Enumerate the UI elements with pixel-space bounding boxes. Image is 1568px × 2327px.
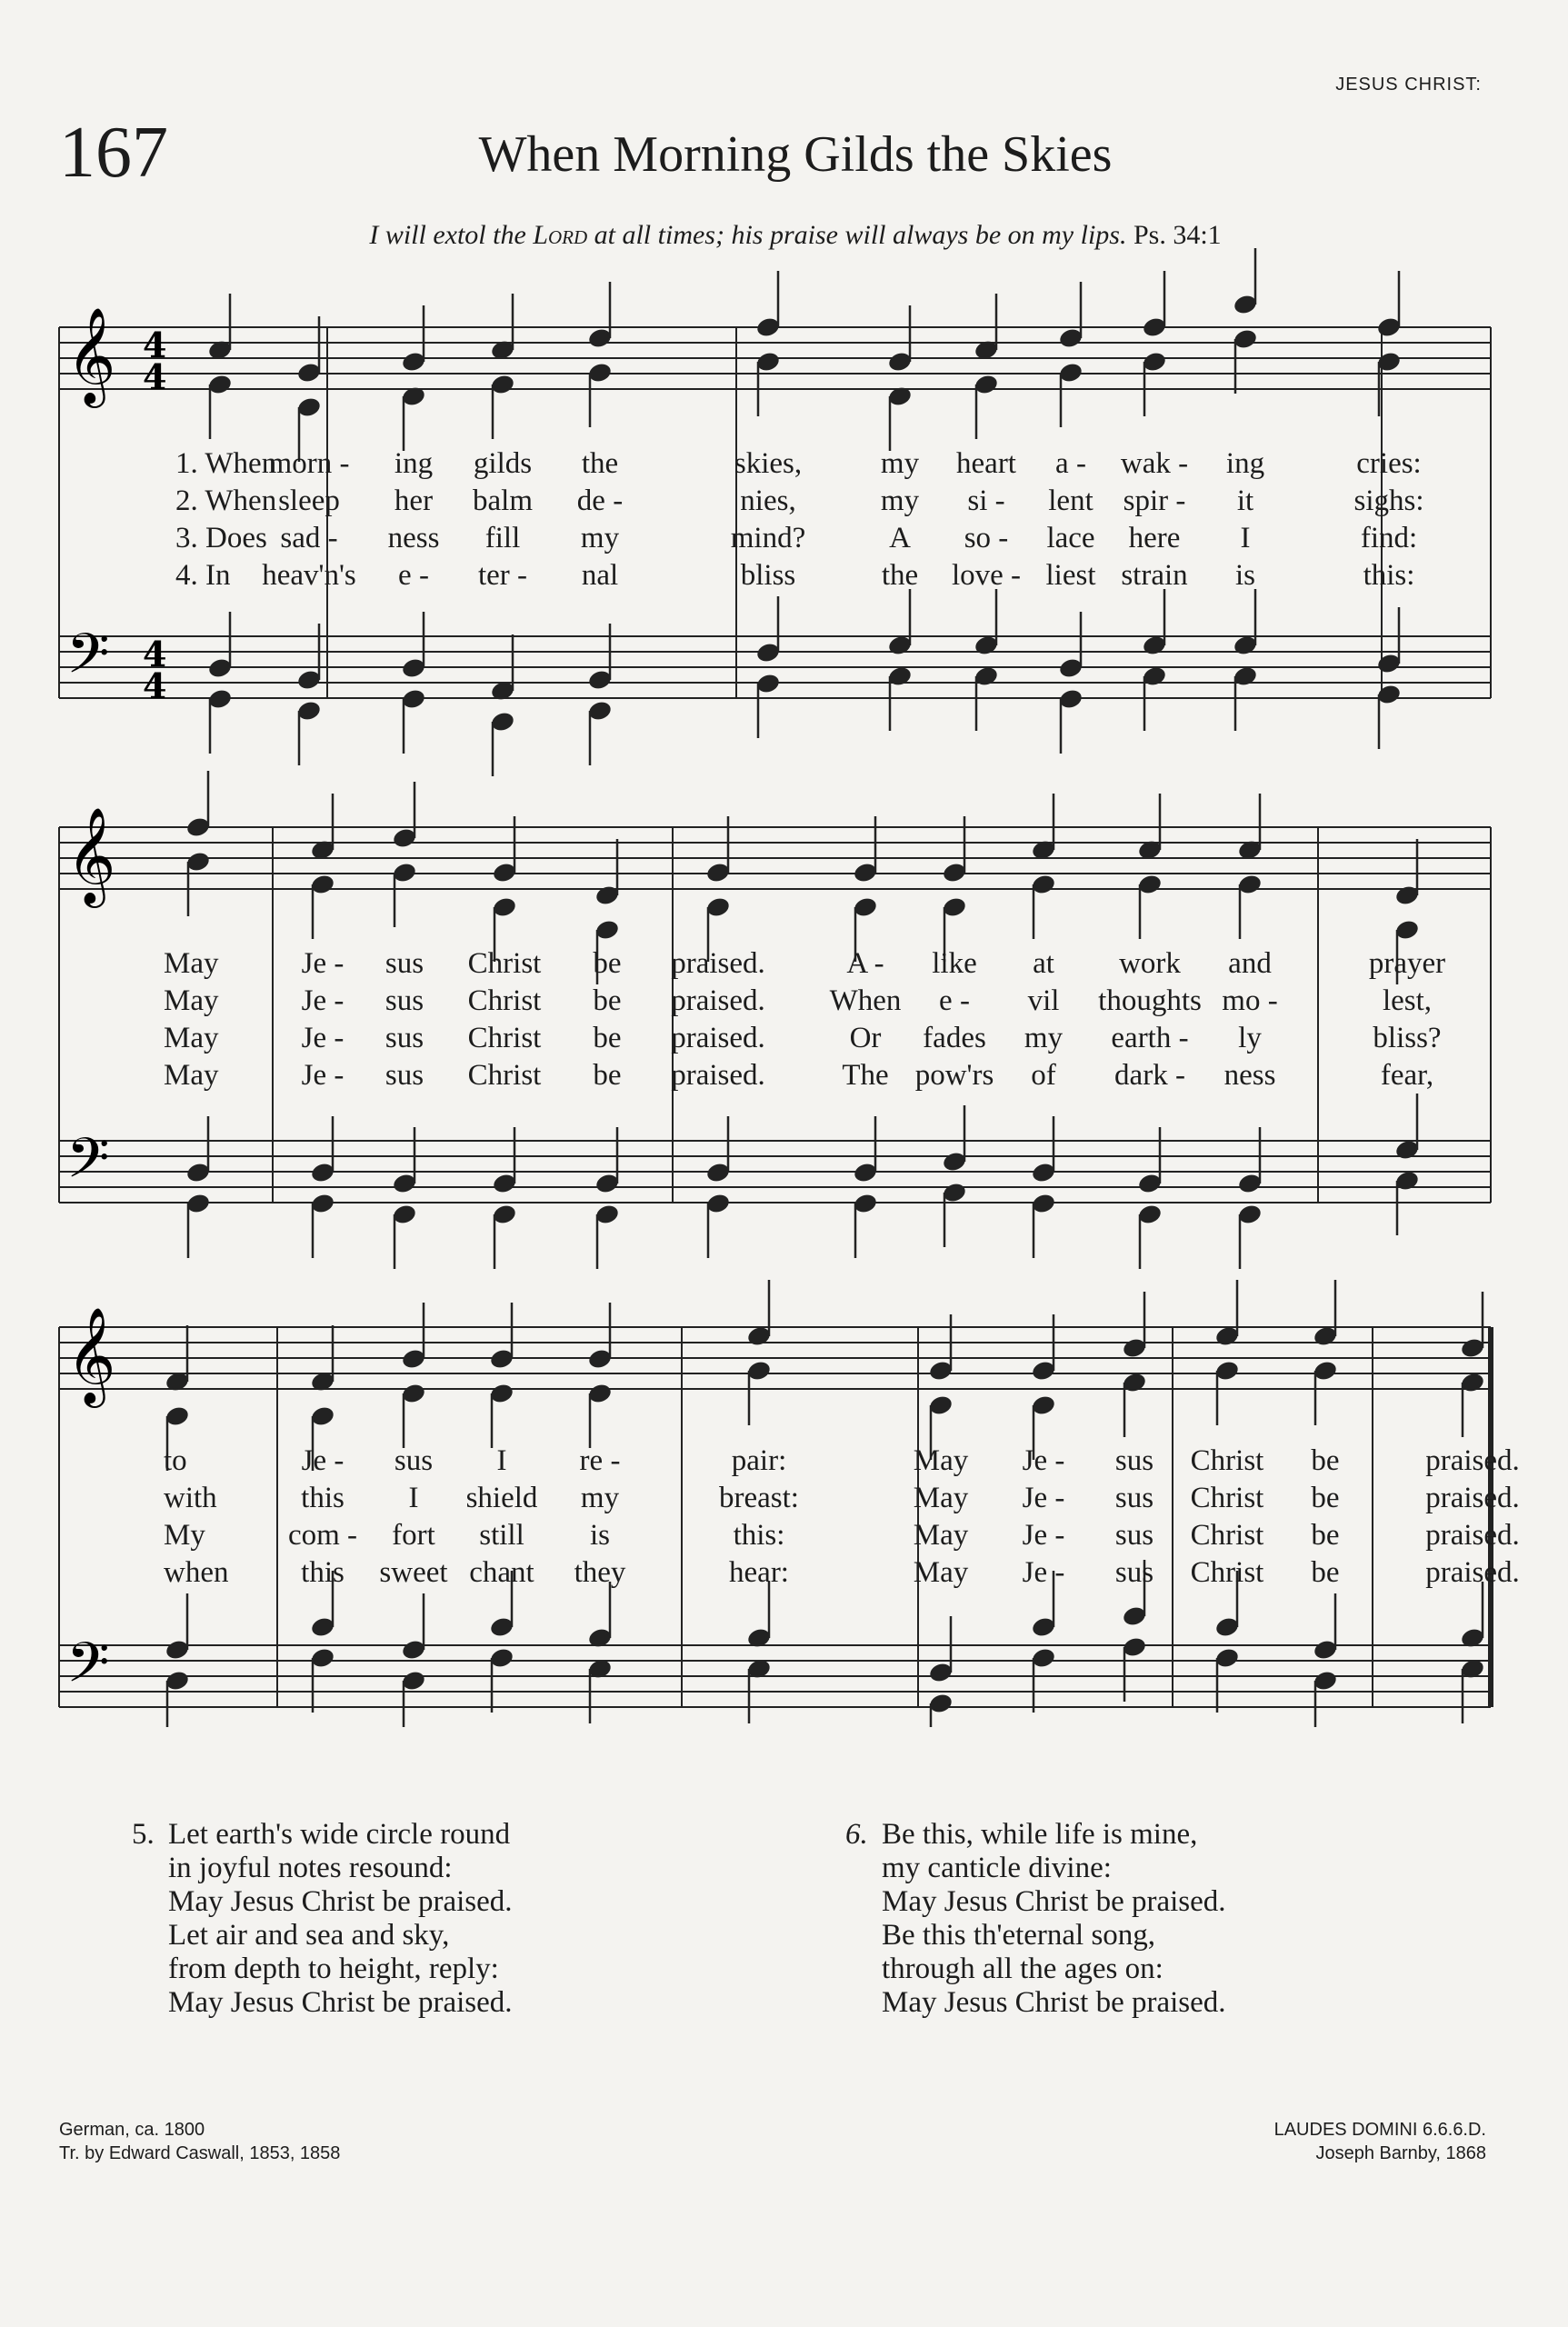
lyric-syllable: Je - [301, 984, 345, 1017]
lyric-syllable: fear, [1380, 1059, 1434, 1092]
lyric-syllable: heav'n's [262, 559, 356, 592]
lyric-syllable: be [1311, 1444, 1340, 1477]
lyric-syllable: gilds [473, 447, 533, 480]
lyric-syllable: mo - [1222, 984, 1278, 1017]
lyric-syllable: Christ [1190, 1519, 1264, 1552]
lyric-syllable: When [829, 984, 902, 1017]
lyric-syllable: lest, [1382, 984, 1433, 1017]
verse-line: May Jesus Christ be praised. [168, 1885, 513, 1918]
lyric-syllable: balm [473, 484, 533, 517]
lyric-syllable: Christ [467, 1022, 542, 1054]
verse-line: Let air and sea and sky, [168, 1919, 450, 1952]
lyric-syllable: find: [1360, 522, 1418, 554]
hymn-number: 167 [59, 113, 168, 193]
epigraph-lord: Lord [533, 220, 588, 250]
lyric-syllable: morn - [268, 447, 350, 480]
treble-clef-icon: 𝄞 [66, 1306, 116, 1403]
lyric-syllable: the [581, 447, 619, 480]
lyric-syllable: 2. When [175, 484, 277, 517]
lyric-syllable: sus [385, 984, 424, 1017]
lyric-syllable: Je - [301, 1022, 345, 1054]
lyric-syllable: fades [923, 1022, 986, 1054]
lyric-syllable: praised. [671, 984, 765, 1017]
lyric-syllable: my [880, 447, 920, 480]
lyric-syllable: Christ [467, 984, 542, 1017]
lyric-syllable: shield [465, 1482, 538, 1514]
lyric-syllable: earth - [1111, 1022, 1189, 1054]
lyric-syllable: com - [287, 1519, 358, 1552]
lyric-syllable: Je - [1022, 1444, 1065, 1477]
lyric-syllable: wak - [1120, 447, 1189, 480]
lyric-syllable: May [164, 947, 219, 980]
lyric-syllable: ly [1238, 1022, 1262, 1054]
lyric-syllable: May [913, 1519, 969, 1552]
lyric-syllable: breast: [719, 1482, 799, 1514]
lyric-syllable: sweet [379, 1556, 448, 1589]
verse-6 [845, 1818, 1226, 2020]
lyric-syllable: my [880, 484, 920, 517]
bass-clef-icon: 𝄢 [66, 622, 110, 700]
lyric-syllable: sus [1114, 1556, 1154, 1589]
epigraph-text-post: at all times; his praise will always be on my lips. [587, 220, 1127, 250]
lyric-syllable: Je - [1022, 1556, 1065, 1589]
lyric-syllable: sus [394, 1444, 434, 1477]
lyric-syllable: Christ [1190, 1556, 1264, 1589]
lyric-syllable: pair: [731, 1444, 787, 1477]
lyric-syllable: like [932, 947, 977, 980]
lyric-syllable: it [1236, 484, 1254, 517]
lyric-syllable: Christ [467, 1059, 542, 1092]
lyric-syllable: so - [964, 522, 1009, 554]
verse-line: Let earth's wide circle round [168, 1818, 511, 1851]
lyric-syllable: sus [1114, 1482, 1154, 1514]
lyric-syllable: May [164, 1059, 219, 1092]
lyric-syllable: ter - [477, 559, 528, 592]
verse-number: 5. [132, 1818, 155, 1851]
composer-credit: Joseph Barnby, 1868 [1315, 2143, 1486, 2163]
lyric-syllable: dark - [1114, 1059, 1185, 1092]
lyric-syllable: sad - [280, 522, 338, 554]
lyric-syllable: and [1228, 947, 1272, 980]
lyric-syllable: thoughts [1098, 984, 1202, 1017]
lyric-syllable: The [842, 1059, 889, 1092]
lyric-syllable: be [593, 947, 622, 980]
lyric-syllable: when [164, 1556, 229, 1589]
text-credits [59, 2118, 340, 2165]
lyric-syllable: sighs: [1353, 484, 1424, 517]
lyric-syllable: nies, [740, 484, 796, 517]
verse-line: Be this, while life is mine, [882, 1818, 1198, 1851]
lyric-syllable: ness [1223, 1059, 1276, 1092]
lyric-syllable: liest [1045, 559, 1096, 592]
lyric-syllable: love - [951, 559, 1022, 592]
tune-name: LAUDES DOMINI 6.6.6.D. [1273, 2120, 1486, 2140]
time-signature-bottom: 4 [143, 356, 167, 397]
lyric-syllable: fort [392, 1519, 435, 1552]
lyric-syllable: nal [581, 559, 619, 592]
lyric-syllable: here [1128, 522, 1181, 554]
bass-clef-icon: 𝄢 [66, 1631, 110, 1709]
lyric-syllable: sus [385, 947, 424, 980]
lyric-syllable: 3. Does [175, 522, 267, 554]
lyric-syllable: pow'rs [914, 1059, 994, 1092]
lyric-syllable: this: [1363, 559, 1415, 592]
lyric-syllable: be [1311, 1556, 1340, 1589]
lyric-syllable: spir - [1123, 484, 1186, 517]
lyric-syllable: of [1031, 1059, 1056, 1092]
treble-clef-icon: 𝄞 [66, 806, 116, 904]
lyric-syllable: hear: [729, 1556, 789, 1589]
lyric-syllable: is [1234, 559, 1256, 592]
lyric-syllable: May [913, 1444, 969, 1477]
lyric-syllable: praised. [1425, 1444, 1520, 1477]
verse-line: in joyful notes resound: [168, 1852, 453, 1884]
lyric-syllable: 4. In [175, 559, 231, 592]
lyric-syllable: be [593, 1059, 622, 1092]
lyric-syllable: this: [733, 1519, 785, 1552]
time-signature-bottom: 4 [143, 665, 167, 706]
lyric-syllable: ness [387, 522, 440, 554]
lyric-syllable: A - [846, 947, 884, 980]
lyric-syllable: sus [1114, 1444, 1154, 1477]
lyric-syllable: I [1240, 522, 1251, 554]
lyric-syllable: chant [469, 1556, 534, 1589]
epigraph-text-pre: I will extol the [369, 220, 534, 250]
lyric-syllable: A [889, 522, 911, 554]
verse-line: May Jesus Christ be praised. [168, 1986, 513, 2019]
lyric-syllable: Je - [1022, 1519, 1065, 1552]
lyric-syllable: a - [1055, 447, 1086, 480]
lyric-syllable: Je - [301, 1059, 345, 1092]
lyric-syllable: this [301, 1482, 345, 1514]
verse-line: May Jesus Christ be praised. [882, 1885, 1226, 1918]
lyric-syllable: sus [385, 1059, 424, 1092]
lyric-syllable: May [913, 1482, 969, 1514]
hymn-title: When Morning Gilds the Skies [478, 126, 1113, 183]
verse-line: May Jesus Christ be praised. [882, 1986, 1226, 2019]
lyric-syllable: e - [939, 984, 970, 1017]
lyric-syllable: skies, [734, 447, 803, 480]
lyric-syllable: de - [576, 484, 624, 517]
verse-5 [132, 1818, 513, 2020]
verse-line: my canticle divine: [882, 1852, 1112, 1884]
lyric-syllable: sus [1114, 1519, 1154, 1552]
lyric-syllable: ing [1225, 447, 1265, 480]
time-signature-top: 4 [143, 325, 167, 365]
lyric-syllable: this [301, 1556, 345, 1589]
lyric-syllable: e - [398, 559, 429, 592]
epigraph-reference: Ps. 34:1 [1133, 220, 1222, 250]
lyric-syllable: be [1311, 1482, 1340, 1514]
lyric-syllable: my [580, 1482, 620, 1514]
lyric-syllable: be [1311, 1519, 1340, 1552]
lyric-syllable: praised. [1425, 1482, 1520, 1514]
lyric-syllable: bliss? [1373, 1022, 1442, 1054]
lyric-syllable: Christ [1190, 1444, 1264, 1477]
lyric-syllable: be [593, 984, 622, 1017]
lyric-syllable: Or [849, 1022, 882, 1054]
lyric-syllable: strain [1121, 559, 1188, 592]
lyric-syllable: Je - [1022, 1482, 1065, 1514]
lyric-syllable: I [496, 1444, 507, 1477]
lyric-syllable: with [164, 1482, 217, 1514]
lyric-syllable: is [589, 1519, 611, 1552]
bass-clef-icon: 𝄢 [66, 1126, 110, 1204]
lyric-syllable: My [164, 1519, 205, 1552]
lyric-syllable: cries: [1356, 447, 1422, 480]
lyric-syllable: my [580, 522, 620, 554]
lyric-syllable: my [1024, 1022, 1064, 1054]
lyric-syllable: mind? [730, 522, 806, 554]
lyric-syllable: lace [1046, 522, 1095, 554]
lyric-syllable: 1. When [175, 447, 277, 480]
lyric-syllable: Christ [1190, 1482, 1264, 1514]
lyric-syllable: Je - [301, 1444, 345, 1477]
lyric-syllable: re - [579, 1444, 621, 1477]
lyric-syllable: still [479, 1519, 524, 1552]
lyric-syllable: ing [394, 447, 434, 480]
verse-line: through all the ages on: [882, 1952, 1164, 1985]
lyric-syllable: praised. [1425, 1556, 1520, 1589]
lyric-syllable: sleep [278, 484, 340, 517]
lyric-syllable: her [394, 484, 434, 517]
lyric-syllable: be [593, 1022, 622, 1054]
lyric-syllable: praised. [1425, 1519, 1520, 1552]
lyric-syllable: at [1033, 947, 1054, 980]
lyric-syllable: lent [1048, 484, 1094, 517]
translator-credit: Tr. by Edward Caswall, 1853, 1858 [59, 2143, 341, 2163]
lyric-syllable: si - [967, 484, 1005, 517]
time-signature-top: 4 [143, 634, 167, 674]
lyric-syllable: May [164, 1022, 219, 1054]
lyric-syllable: to [164, 1444, 187, 1477]
verse-line: Be this th'eternal song, [882, 1919, 1156, 1952]
lyric-syllable: I [408, 1482, 419, 1514]
text-source: German, ca. 1800 [59, 2120, 205, 2140]
treble-clef-icon: 𝄞 [66, 306, 116, 404]
lyric-syllable: prayer [1368, 947, 1446, 980]
lyric-syllable: they [574, 1556, 626, 1589]
lyric-syllable: May [913, 1556, 969, 1589]
lyric-syllable: praised. [671, 1022, 765, 1054]
verse-line: from depth to height, reply: [168, 1952, 499, 1985]
lyric-syllable: sus [385, 1022, 424, 1054]
lyric-syllable: heart [956, 447, 1016, 480]
lyric-syllable: Je - [301, 947, 345, 980]
tune-credits [1274, 2118, 1486, 2165]
lyric-syllable: work [1119, 947, 1181, 980]
lyric-syllable: May [164, 984, 219, 1017]
verse-number: 6. [845, 1818, 868, 1851]
lyric-syllable: fill [484, 522, 521, 554]
lyric-syllable: vil [1027, 984, 1060, 1017]
lyric-syllable: praised. [671, 947, 765, 980]
lyric-syllable: praised. [671, 1059, 765, 1092]
lyric-syllable: the [881, 559, 919, 592]
section-label: JESUS CHRIST: [1335, 75, 1482, 95]
lyric-syllable: bliss [740, 559, 796, 592]
lyric-syllable: Christ [467, 947, 542, 980]
